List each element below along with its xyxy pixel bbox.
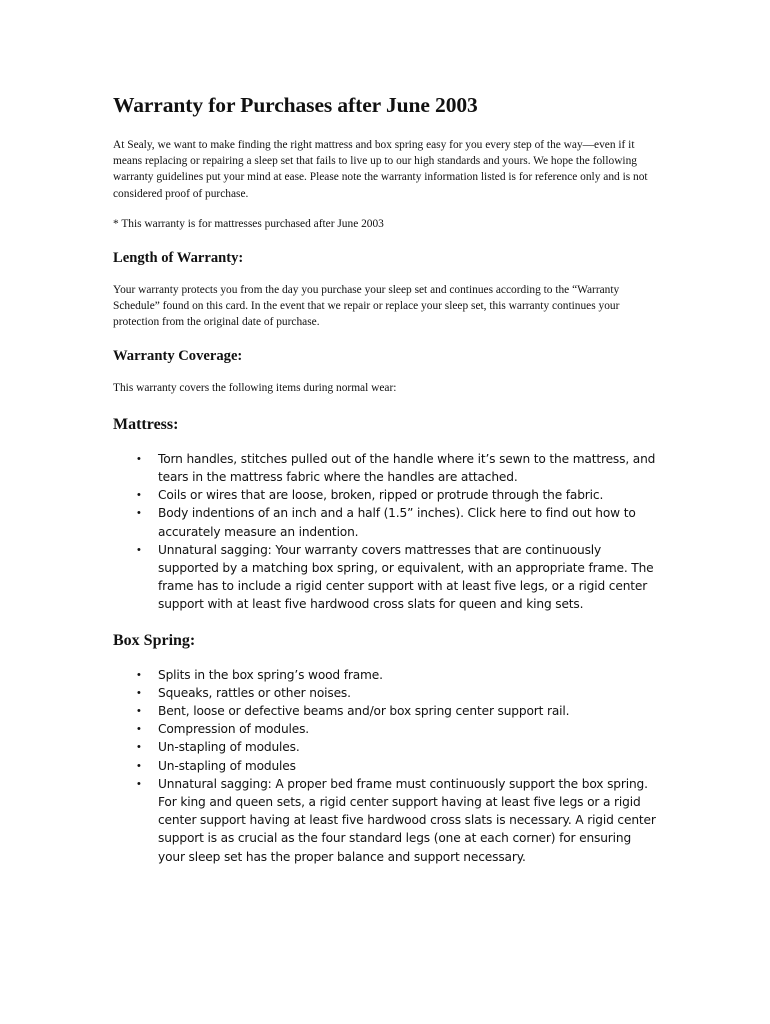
bullet-icon: •	[137, 507, 141, 520]
list-item-text: Un-stapling of modules	[158, 758, 296, 773]
list-item-text: Unnatural sagging: A proper bed frame must continuously support the box spring. For king and queen sets, a rigid center support having at least five legs or a rigid center support having at least five hardwood cross slats is necessary. A rigid center support is as crucial as the four standard legs (one at each corner) for ensuring your sleep set has the proper balance and support necessary.	[158, 776, 656, 864]
bullet-icon: •	[137, 452, 141, 465]
bullet-icon: •	[137, 489, 141, 502]
box-spring-coverage-list	[113, 666, 661, 866]
list-item-text: Coils or wires that are loose, broken, ripped or protrude through the fabric.	[158, 488, 604, 503]
bullet-icon: •	[137, 759, 141, 772]
list-item-text: Torn handles, stitches pulled out of the handle where it’s sewn to the mattress, and tears in the mattress fabric where the handles are attached.	[158, 451, 656, 485]
mattress-heading: Mattress:	[113, 415, 179, 433]
list-item-text: Splits in the box spring’s wood frame.	[158, 667, 383, 682]
bullet-icon: •	[137, 668, 141, 681]
intro-paragraph: At Sealy, we want to make finding the right mattress and box spring easy for you every step of the way—even if it means replacing or repairing a sleep set that fails to live up to our high standards and yours. We hope the following warranty guidelines put your mind at ease. Please note the warranty information listed is for reference only and is not considered proof of purchase.	[113, 139, 648, 200]
list-item	[113, 666, 661, 684]
warranty-coverage-text: This warranty covers the following items during normal wear:	[113, 381, 397, 394]
list-item-text: Body indentions of an inch and a half (1.5” inches). Click here to find out how to accurately measure an indention.	[158, 506, 636, 539]
length-of-warranty-text: Your warranty protects you from the day you purchase your sleep set and continues according to the “Warranty Schedule” found on this card. In the event that we repair or replace your sleep set, this warranty continues your protection from the original date of purchase.	[113, 284, 620, 329]
list-item	[113, 775, 661, 866]
list-item	[113, 720, 661, 738]
list-item-text: Un-stapling of modules.	[158, 740, 300, 755]
list-item	[113, 684, 661, 702]
warranty-coverage-heading: Warranty Coverage:	[113, 347, 243, 364]
list-item	[113, 504, 661, 540]
bullet-icon: •	[137, 723, 141, 736]
bullet-icon: •	[137, 686, 141, 699]
list-item-text: Unnatural sagging: Your warranty covers mattresses that are continuously supported by a matching box spring, or equivalent, with an appropriate frame. The frame has to include a rigid center support with at least five legs, or a rigid center support with at least five hardwood cross slats for queen and king sets.	[158, 542, 654, 612]
list-item	[113, 450, 661, 486]
mattress-coverage-list	[113, 450, 661, 614]
bullet-icon: •	[137, 543, 141, 556]
list-item	[113, 541, 661, 614]
list-item	[113, 702, 661, 720]
purchase-date-note: * This warranty is for mattresses purchased after June 2003	[113, 217, 384, 230]
bullet-icon: •	[137, 705, 141, 718]
length-of-warranty-heading: Length of Warranty:	[113, 250, 244, 267]
bullet-icon: •	[137, 777, 141, 790]
list-item	[113, 486, 661, 504]
list-item-text: Squeaks, rattles or other noises.	[158, 685, 351, 700]
bullet-icon: •	[137, 741, 141, 754]
page-title: Warranty for Purchases after June 2003	[113, 93, 478, 117]
box-spring-heading: Box Spring:	[113, 631, 196, 649]
list-item	[113, 738, 661, 756]
list-item	[113, 757, 661, 775]
list-item-text: Bent, loose or defective beams and/or box spring center support rail.	[158, 704, 570, 719]
list-item-text: Compression of modules.	[158, 722, 310, 737]
warranty-document	[113, 92, 661, 866]
